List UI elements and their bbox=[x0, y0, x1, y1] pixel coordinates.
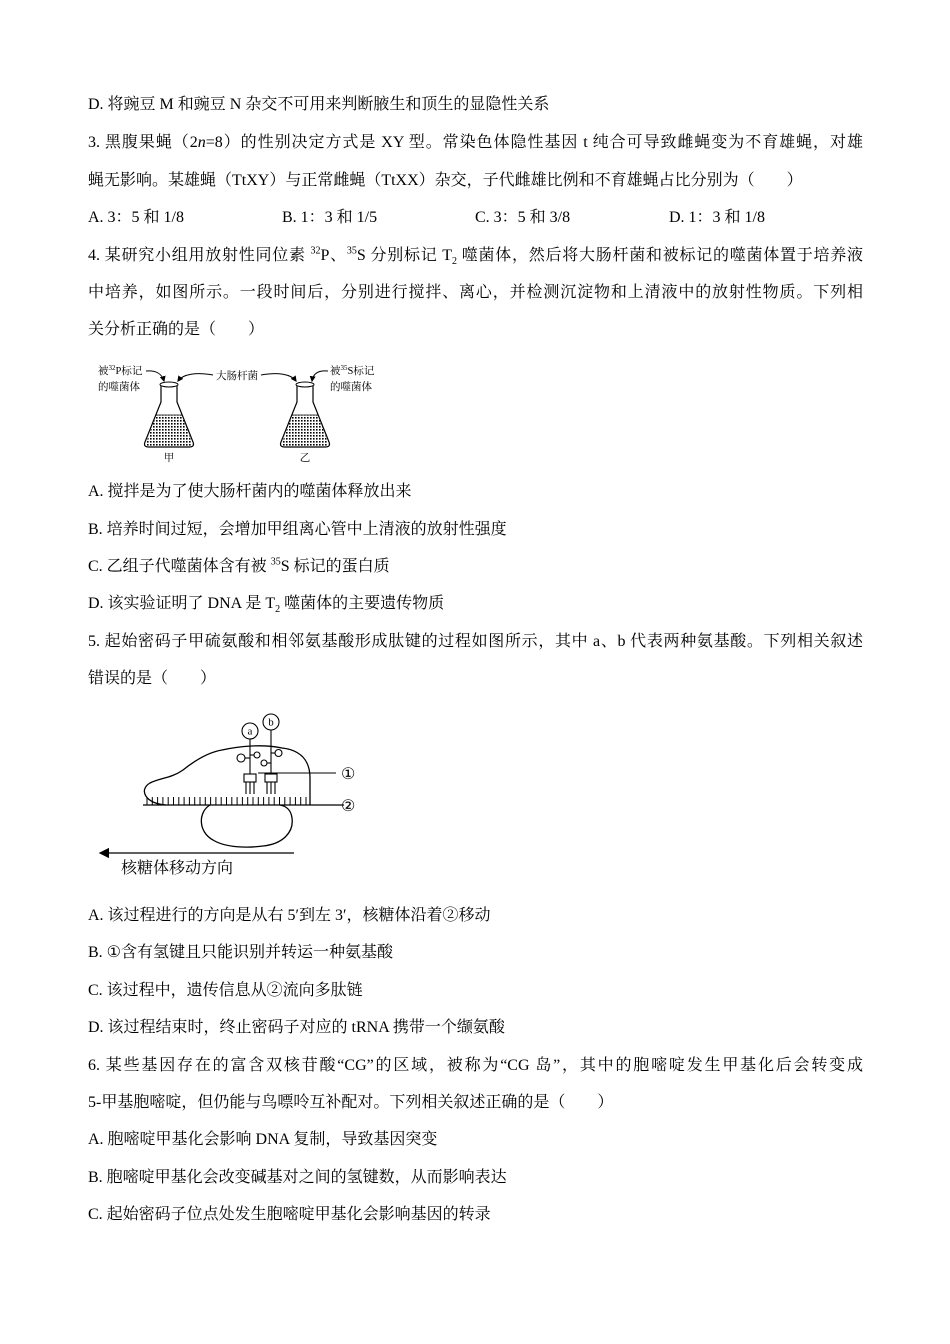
q4-stem-line1 bbox=[88, 244, 863, 268]
label-circled-2: ② bbox=[341, 798, 356, 815]
q5-option-c: C. 该过程中，遗传信息从②流向多肽链 bbox=[88, 982, 363, 999]
trna-loop bbox=[275, 750, 282, 757]
trna-anticodon-loop bbox=[265, 774, 277, 782]
arrow-label-to-left-flask bbox=[146, 371, 164, 381]
flask-jia-label: 甲 bbox=[163, 453, 175, 464]
q4-option-a: A. 搅拌是为了使大肠杆菌内的噬菌体释放出来 bbox=[88, 483, 412, 500]
arrow-ecoli-to-right-flask bbox=[261, 374, 296, 381]
q6-stem-line2: 5-甲基胞嘧啶，但仍能与鸟嘌呤互补配对。下列相关叙述正确的是（ ） bbox=[88, 1094, 614, 1111]
flask-rim bbox=[160, 382, 178, 387]
q4-option-b: B. 培养时间过短，会增加甲组离心管中上清液的放射性强度 bbox=[88, 521, 507, 538]
right-label-prefix: 被 bbox=[330, 366, 341, 377]
left-label-prefix: 被 bbox=[98, 366, 109, 377]
flask-rim bbox=[296, 382, 314, 387]
q3-stem-line2: 蝇无影响。某雄蝇（TtXY）与正常雌蝇（TtXX）杂交，子代雌雄比例和不育雄蝇占比分别为（ ） bbox=[88, 172, 803, 189]
q4-option-d bbox=[88, 592, 444, 616]
q3-stem-line1 bbox=[88, 131, 863, 155]
label-circled-1: ① bbox=[341, 766, 356, 783]
left-label-suffix: P标记 bbox=[115, 366, 143, 377]
culture-liquid bbox=[282, 415, 328, 446]
q3-option-a: A. 3：5 和 1/8 bbox=[88, 209, 185, 226]
flask-jia bbox=[145, 382, 194, 464]
q4-option-d-subscript: 2 bbox=[275, 604, 281, 616]
trna-anticodon-loop bbox=[244, 774, 256, 782]
amino-acid-b-label: b bbox=[268, 716, 274, 729]
q4-superscript-32: 32 bbox=[310, 245, 321, 257]
q6-stem-line1: 6. 某些基因存在的富含双核苷酸“CG”的区域，被称为“CG 岛”，其中的胞嘧啶发生甲基化后会转变成 bbox=[88, 1057, 863, 1074]
flask-yi-label: 乙 bbox=[299, 453, 311, 464]
q3-option-b: B. 1：3 和 1/5 bbox=[282, 209, 378, 226]
arrow-label-to-right-flask bbox=[312, 371, 328, 381]
q4-option-c-text: C. 乙组子代噬菌体含有被 bbox=[88, 558, 271, 575]
q4-stem-text: P、 bbox=[320, 247, 347, 264]
q3-option-d: D. 1：3 和 1/8 bbox=[669, 209, 766, 226]
ecoli-label: 大肠杆菌 bbox=[216, 371, 258, 382]
q4-stem-line3: 关分析正确的是（ ） bbox=[88, 321, 265, 338]
right-label-superscript: 35 bbox=[340, 364, 348, 372]
mrna-base-ticks bbox=[147, 797, 306, 805]
q4-option-d-text: D. 该实验证明了 DNA 是 T bbox=[88, 595, 276, 612]
q4-option-d-text: 噬菌体的主要遗传物质 bbox=[280, 595, 445, 612]
q4-stem-text: 噬菌体，然后将大肠杆菌和被标记的噬菌体置于培养液 bbox=[457, 247, 863, 264]
flask-experiment-figure bbox=[90, 360, 390, 465]
q4-stem-line2: 中培养，如图所示。一段时间后，分别进行搅拌、离心，并检测沉淀物和上清液中的放射性物质。下列相 bbox=[88, 284, 863, 301]
trna-loop bbox=[237, 754, 245, 762]
trna-loop bbox=[254, 752, 260, 758]
q4-subscript-2: 2 bbox=[452, 256, 458, 268]
q4-superscript-35: 35 bbox=[346, 245, 357, 257]
q4-option-c-superscript: 35 bbox=[270, 556, 281, 568]
q6-option-c: C. 起始密码子位点处发生胞嘧啶甲基化会影响基因的转录 bbox=[88, 1206, 491, 1223]
right-flask-label-line2: 的噬菌体 bbox=[330, 382, 372, 393]
right-label-suffix: S标记 bbox=[347, 366, 375, 377]
q6-option-a: A. 胞嘧啶甲基化会影响 DNA 复制，导致基因突变 bbox=[88, 1131, 438, 1148]
flask-yi bbox=[281, 382, 330, 464]
q5-stem-line1: 5. 起始密码子甲硫氨酸和相邻氨基酸形成肽键的过程如图所示，其中 a、b 代表两种氨基酸。下列相关叙述 bbox=[88, 633, 863, 650]
q5-option-b: B. ①含有氢键且只能识别并转运一种氨基酸 bbox=[88, 944, 394, 961]
q4-option-c bbox=[88, 555, 390, 579]
trna-loop bbox=[261, 760, 267, 766]
arrow-ecoli-to-left-flask bbox=[178, 374, 213, 381]
q3-stem-text: 3. 黑腹果蝇（2 bbox=[88, 134, 198, 151]
left-flask-label-line1 bbox=[98, 364, 143, 377]
trna-b bbox=[261, 730, 282, 794]
left-label-superscript: 32 bbox=[108, 364, 116, 372]
amino-acid-a-label: a bbox=[247, 725, 253, 738]
q6-option-b: B. 胞嘧啶甲基化会改变碱基对之间的氢键数，从而影响表达 bbox=[88, 1169, 507, 1186]
left-flask-label-line2: 的噬菌体 bbox=[98, 382, 140, 393]
right-flask-label-line1 bbox=[330, 364, 375, 377]
q5-option-a: A. 该过程进行的方向是从右 5′到左 3′，核糖体沿着②移动 bbox=[88, 907, 491, 924]
ribosome-direction-label: 核糖体移动方向 bbox=[121, 860, 234, 877]
q4-stem-text: 4. 某研究小组用放射性同位素 bbox=[88, 247, 311, 264]
ribosome-small-subunit bbox=[201, 805, 292, 847]
q4-option-c-text: S 标记的蛋白质 bbox=[280, 558, 390, 575]
q4-stem-text: S 分别标记 T bbox=[356, 247, 453, 264]
q3-stem-italic-n: n bbox=[197, 134, 206, 151]
q5-stem-line2: 错误的是（ ） bbox=[88, 670, 217, 687]
culture-liquid bbox=[146, 415, 192, 446]
q3-option-c: C. 3：5 和 3/8 bbox=[475, 209, 571, 226]
q2-option-d: D. 将豌豆 M 和豌豆 N 杂交不可用来判断腋生和顶生的显隐性关系 bbox=[88, 96, 550, 113]
q5-option-d: D. 该过程结束时，终止密码子对应的 tRNA 携带一个缬氨酸 bbox=[88, 1019, 505, 1036]
q3-stem-text: =8）的性别决定方式是 XY 型。常染色体隐性基因 t 纯合可导致雌蝇变为不育雄蝇，对雄 bbox=[205, 134, 863, 151]
ribosome-large-subunit bbox=[144, 746, 310, 805]
translation-figure bbox=[98, 708, 368, 883]
